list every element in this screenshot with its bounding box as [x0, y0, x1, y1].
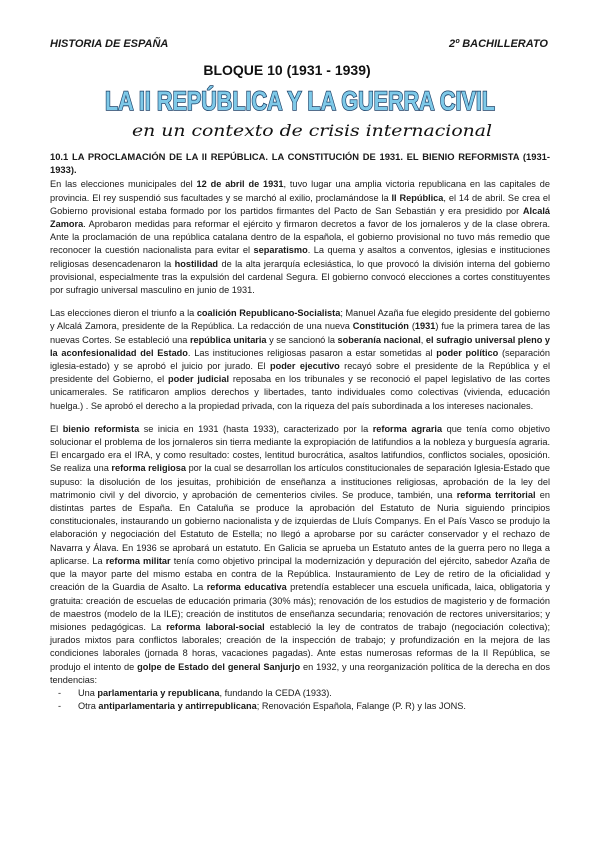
bold-term: reforma agraria	[372, 423, 443, 434]
bloque-label: BLOQUE 10 (1931 - 1939)	[203, 62, 371, 78]
bold-term: reforma laboral-social	[166, 621, 265, 632]
bold-term: Alcalá Zamora	[50, 205, 550, 230]
course-header: 2º BACHILLERATO	[449, 38, 548, 50]
bold-term: II República	[391, 192, 444, 203]
bold-term: poder judicial	[168, 374, 230, 385]
bold-term: hostilidad	[174, 258, 219, 269]
bold-term: el sufragio universal pleno y la aconfesionalidad del Estado	[50, 334, 550, 358]
bold-term: coalición Republicano-Socialista	[196, 308, 341, 319]
bold-term: bienio reformista	[62, 423, 140, 434]
document-body	[50, 150, 550, 713]
bold-term: separatismo	[253, 245, 308, 256]
section-heading: 10.1 LA PROCLAMACIÓN DE LA II REPÚBLICA. LA CONSTITUCIÓN DE 1931. EL BIENIO REFORMISTA (1931-1933).	[50, 151, 550, 176]
bold-term: reforma educativa	[206, 582, 287, 593]
bold-term: antiparlamentaria y antirrepublicana	[98, 701, 257, 712]
bold-term: reforma religiosa	[111, 463, 186, 474]
bold-term: 12 de abril de 1931	[196, 179, 284, 190]
bold-term: soberanía nacional	[337, 334, 421, 345]
subject-header: HISTORIA DE ESPAÑA	[50, 38, 169, 50]
paragraph-bienio-reformista: El bienio reformista se inicia en 1931 (hasta 1933), caracterizado por la reforma agraria que tenía como objetivo solucionar el problema de los jornaleros sin tierra mediante la expropiación de latifundios a la nobleza y burguesía agraria. El encargado era el IRA, y como resultado: costes, lentitud burocrática, asaltos latifundios, conflictos sociales, oposición. Se realiza una reforma religiosa por la cual se desarrollan los artículos constitucionales de separación Iglesia-Estado que supuso: la disolución de los jesuitas, prohibición de enseñanza a instituciones religiosas, aprobación de la ley del matrimonio civil y del divorcio, y aprobación de cementerios civiles. Se produce, también, una reforma territorial en distintas partes de España. En Cataluña se produce la aprobación del Estatuto de Nuria siguiendo principios constitucionales, instaurando un gobierno nacionalista y de izquierdas de Lluís Companys. En el País Vasco se produjo la elaboración y negociación del Estatuto de Estella; no llegó a aprobarse por su carácter conservador y el rechazo de Navarra y Álava. En 1936 se aprobará un estatuto. En Galicia se aprueba un Estatuto antes de la guerra pero no llega a aplicarse. La reforma militar tenía como objetivo principal la modernización y depuración del ejército, sabedor Azaña de que la mayor parte del mismo estaba en contra de la República. Instauramiento de Ley de retiro de la oficialidad y creación de la Guardia de Asalto. La reforma educativa pretendía establecer una escuela unificada, laica, obligatoria y gratuita: creación de escuelas de educación primaria (30% más); renovación de los estudios de magisterio y de formación de maestros (modelo de la ILE); creación de institutos de enseñanza secundaria; renovación de rectores universitarios; y misiones pedagógicas. La reforma laboral-social estableció la ley de contratos de trabajo (negociación colectiva); jurados mixtos para conflictos laborales; creación de la inspección de trabajo; y profundización en la mejora de las condiciones laborales (jornada 8 horas, vacaciones pagadas). Ante estas numerosas reformas de la II República, se produjo el intento de golpe de Estado del general Sanjurjo en 1932, y una reorganización política de la derecha en dos tendencias:	[50, 423, 551, 685]
title-lettering	[100, 58, 594, 146]
bold-term: reforma territorial	[456, 489, 536, 500]
bold-term: poder político	[436, 347, 499, 358]
list-item: - Otra antiparlamentaria y antirrepublicana; Renovación Española, Falange (P. R) y las JONS.	[50, 700, 550, 713]
bold-term: 1931	[414, 321, 436, 332]
bold-term: república unitaria	[189, 334, 267, 345]
bold-term: golpe de Estado del general Sanjurjo	[137, 661, 301, 672]
title-subtitle: en un contexto de crisis internacional	[132, 121, 492, 140]
right-tendencies-list	[50, 687, 550, 713]
bold-term: poder ejecutivo	[269, 361, 340, 372]
bold-term: parlamentaria y republicana	[97, 687, 220, 698]
bold-term: reforma militar	[105, 555, 171, 566]
list-item: - Una parlamentaria y republicana, fundando la CEDA (1933).	[50, 687, 550, 700]
paragraph-proclamation: En las elecciones municipales del 12 de abril de 1931, tuvo lugar una amplia victoria republicana en las capitales de provincia. El rey suspendió sus facultades y se marchó al exilio, proclamándose la II República, el 14 de abril. Se crea el Gobierno provisional estaba formado por los partidos firmantes del Pacto de San Sebastián y era presidido por Alcalá Zamora. Aprobaron medidas para reformar el ejército y firmaron decretos a favor de los jornaleros y de la clase obrera. Ante la proclamación de una república catalana dentro de la española, el gobierno provisional no tuvo más remedio que reconocer la cuestión nacionalista para evitar el separatismo. La quema y asaltos a conventos, iglesias e instituciones religiosas desencadenaron la hostilidad de la alta jerarquía eclesiástica, lo que provocó la división interna del gobierno provisional, especialmente tras la expulsión del cardenal Segura. El gobierno convocó elecciones a cortes constituyentes por sufragio universal masculino en junio de 1931.	[50, 179, 550, 296]
bold-term: Constitución	[352, 321, 409, 332]
main-title: LA II REPÚBLICA Y LA GUERRA CIVIL	[105, 86, 594, 116]
paragraph-constitution: Las elecciones dieron el triunfo a la coalición Republicano-Socialista; Manuel Azaña fue elegido presidente del gobierno y Alcalá Zamora, presidente de la República. La redacción de una nueva Constitución (1931) fue la primera tarea de las nuevas Cortes. Se estableció una república unitaria y se sancionó la soberanía nacional, el sufragio universal pleno y la aconfesionalidad del Estado. Las instituciones religiosas pasaron a estar sometidas al poder político (separación iglesia-estado) y se aprobó el juicio por jurado. El poder ejecutivo recayó sobre el presidente de la República y el presidente del Gobierno, el poder judicial reposaba en los tribunales y se reconoció el papel legislativo de las cortes unicamerales. Se ratificaron amplios derechos y libertades, tanto individuales como colectivas (vivienda, educación huelga.) . Se aprobó el derecho a la propiedad privada, con la riqueza del país subordinada a los intereses nacionales.	[50, 308, 551, 411]
